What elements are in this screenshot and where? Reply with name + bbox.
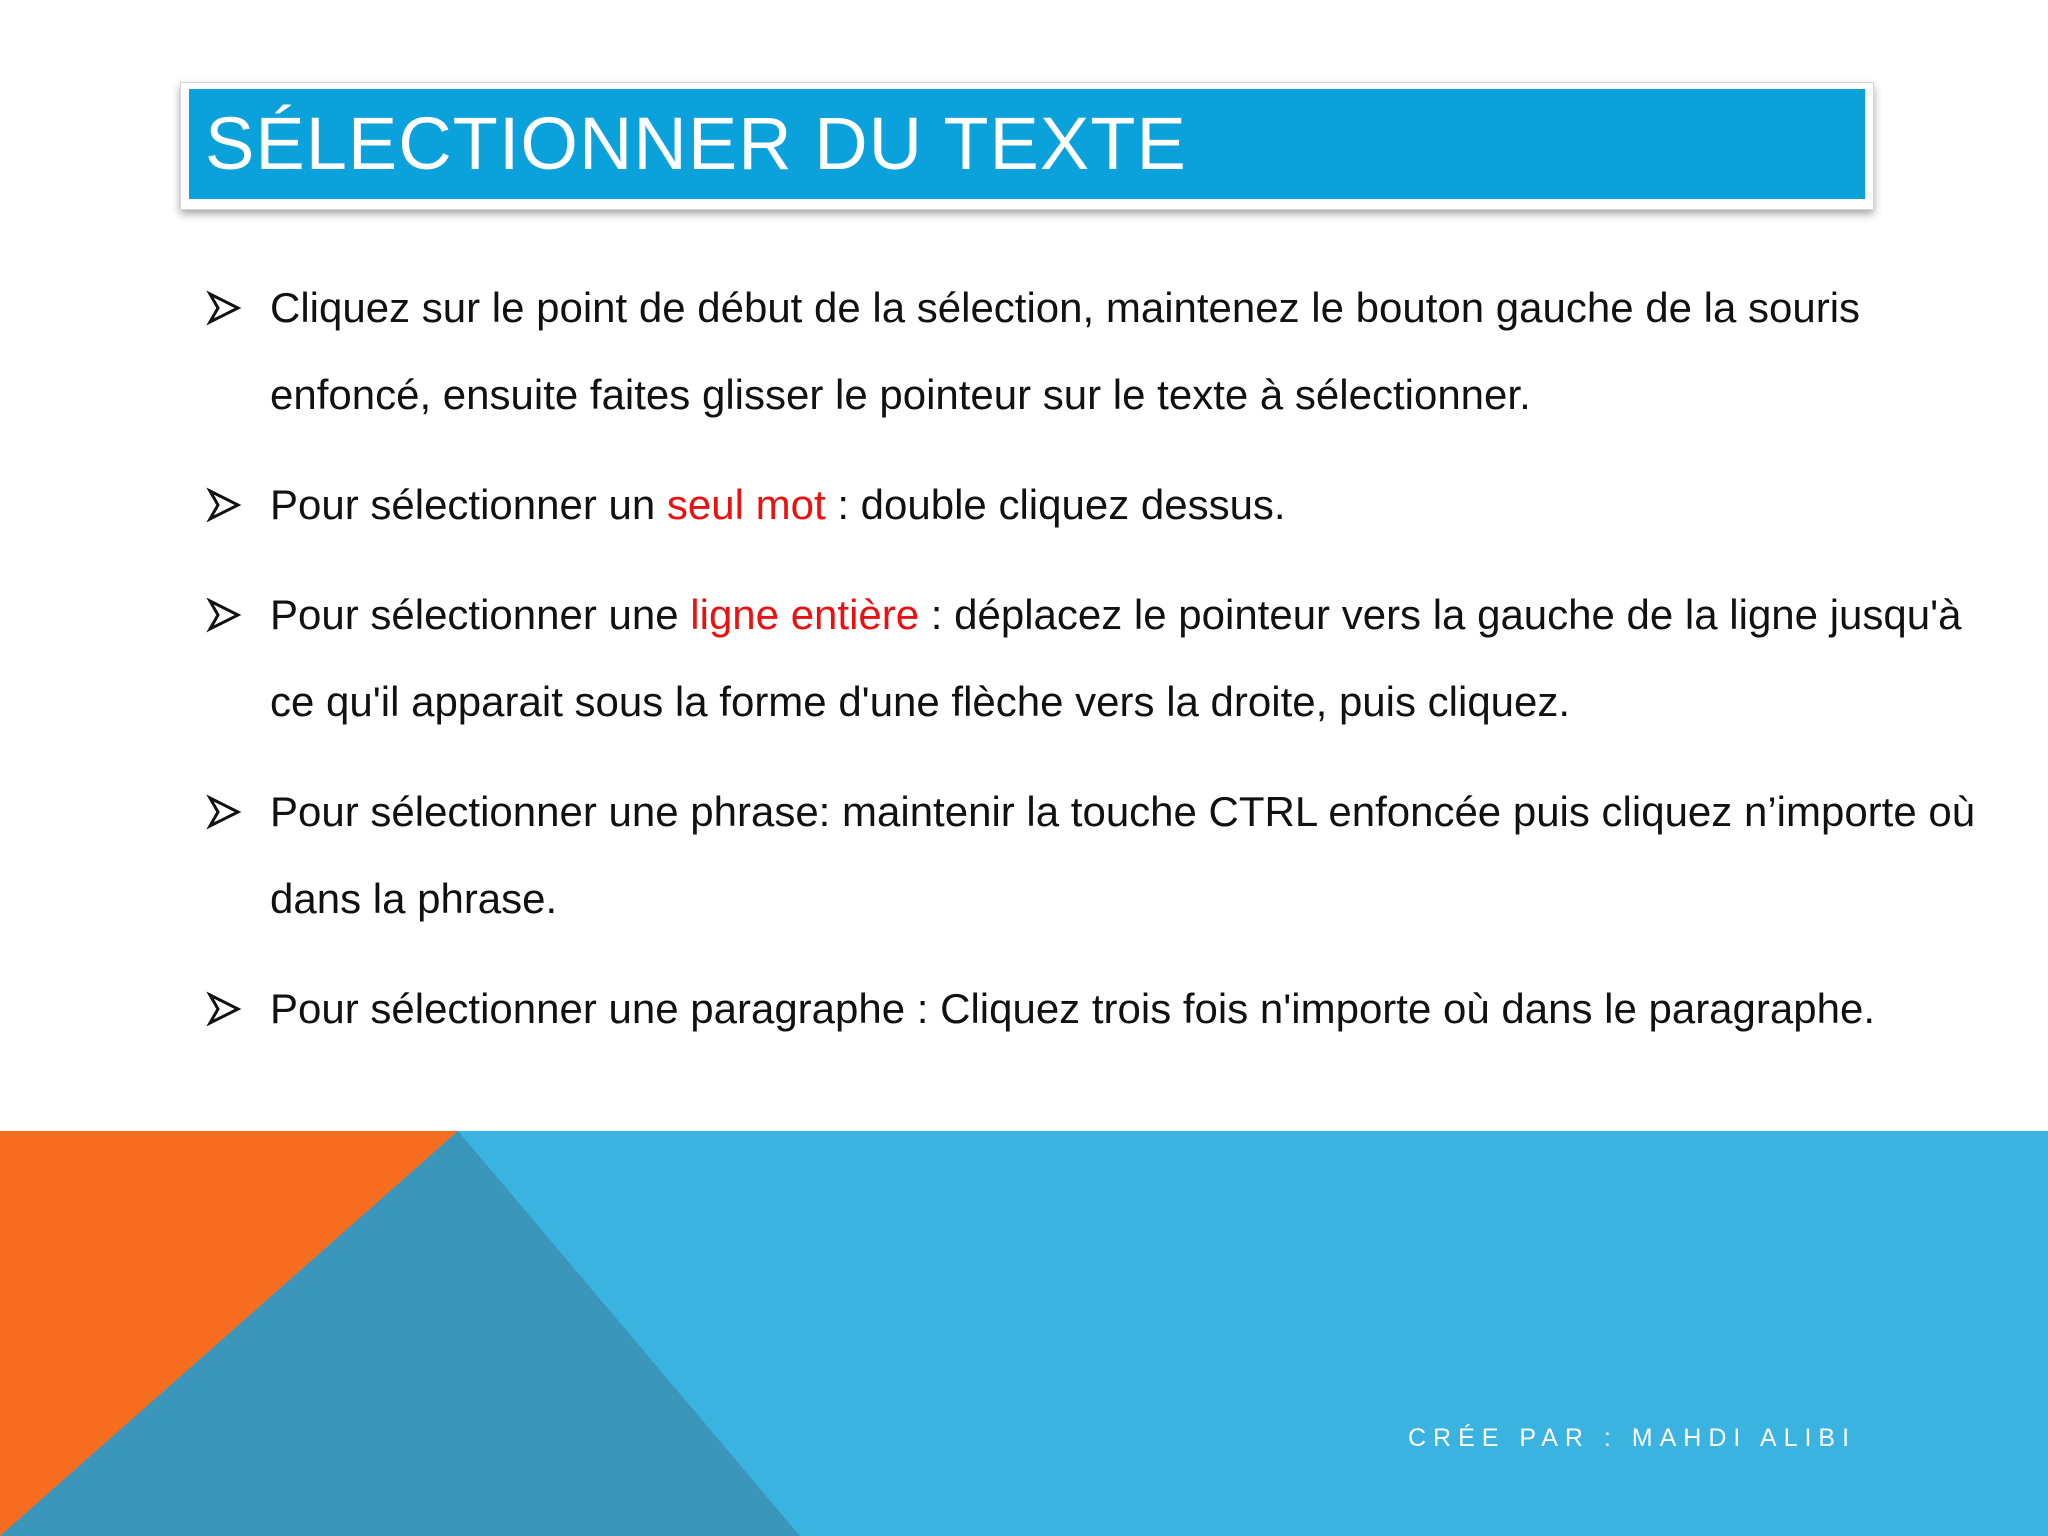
arrow-bullet-icon [204,792,244,832]
bullet-text: Pour sélectionner une phrase: maintenir la touche CTRL enfoncée puis cliquez n’importe où dans la phrase. [270,788,1976,922]
title-bar [189,89,1865,199]
bullet-text: Pour sélectionner une [270,591,691,638]
bullet-highlight: seul mot [666,481,826,528]
bullet-item [204,461,2004,548]
arrow-bullet-icon [204,595,244,635]
bullet-text-end: : double cliquez dessus. [825,481,1286,528]
arrow-bullet-icon [204,288,244,328]
bullet-item [204,965,2004,1052]
slide-title: SÉLECTIONNER DU TEXTE [205,102,1187,185]
author-credit: CRÉE PAR : MAHDI ALIBI [1408,1424,1857,1452]
bullet-text: Cliquez sur le point de début de la sélection, maintenez le bouton gauche de la souris enfoncé, ensuite faites glisser le pointeur sur le texte à sélectionner. [270,284,1861,418]
arrow-bullet-icon [204,485,244,525]
bullet-item [204,264,2004,438]
bullet-item [204,571,2004,745]
bullet-list [204,264,2004,1075]
bullet-highlight: ligne entière [690,591,920,638]
bullet-text-end: : déplacez le pointeur vers la gauche de la ligne jusqu'à ce qu'il apparait sous la forme d'une flèche vers la droite, puis cliquez. [270,591,1962,725]
footer-decoration [0,1131,2048,1536]
bullet-text: Pour sélectionner un [270,481,667,528]
title-frame [180,82,1874,210]
bullet-text: Pour sélectionner une paragraphe : Cliquez trois fois n'importe où dans le paragraphe. [270,985,1875,1032]
arrow-bullet-icon [204,989,244,1029]
bullet-item [204,768,2004,942]
